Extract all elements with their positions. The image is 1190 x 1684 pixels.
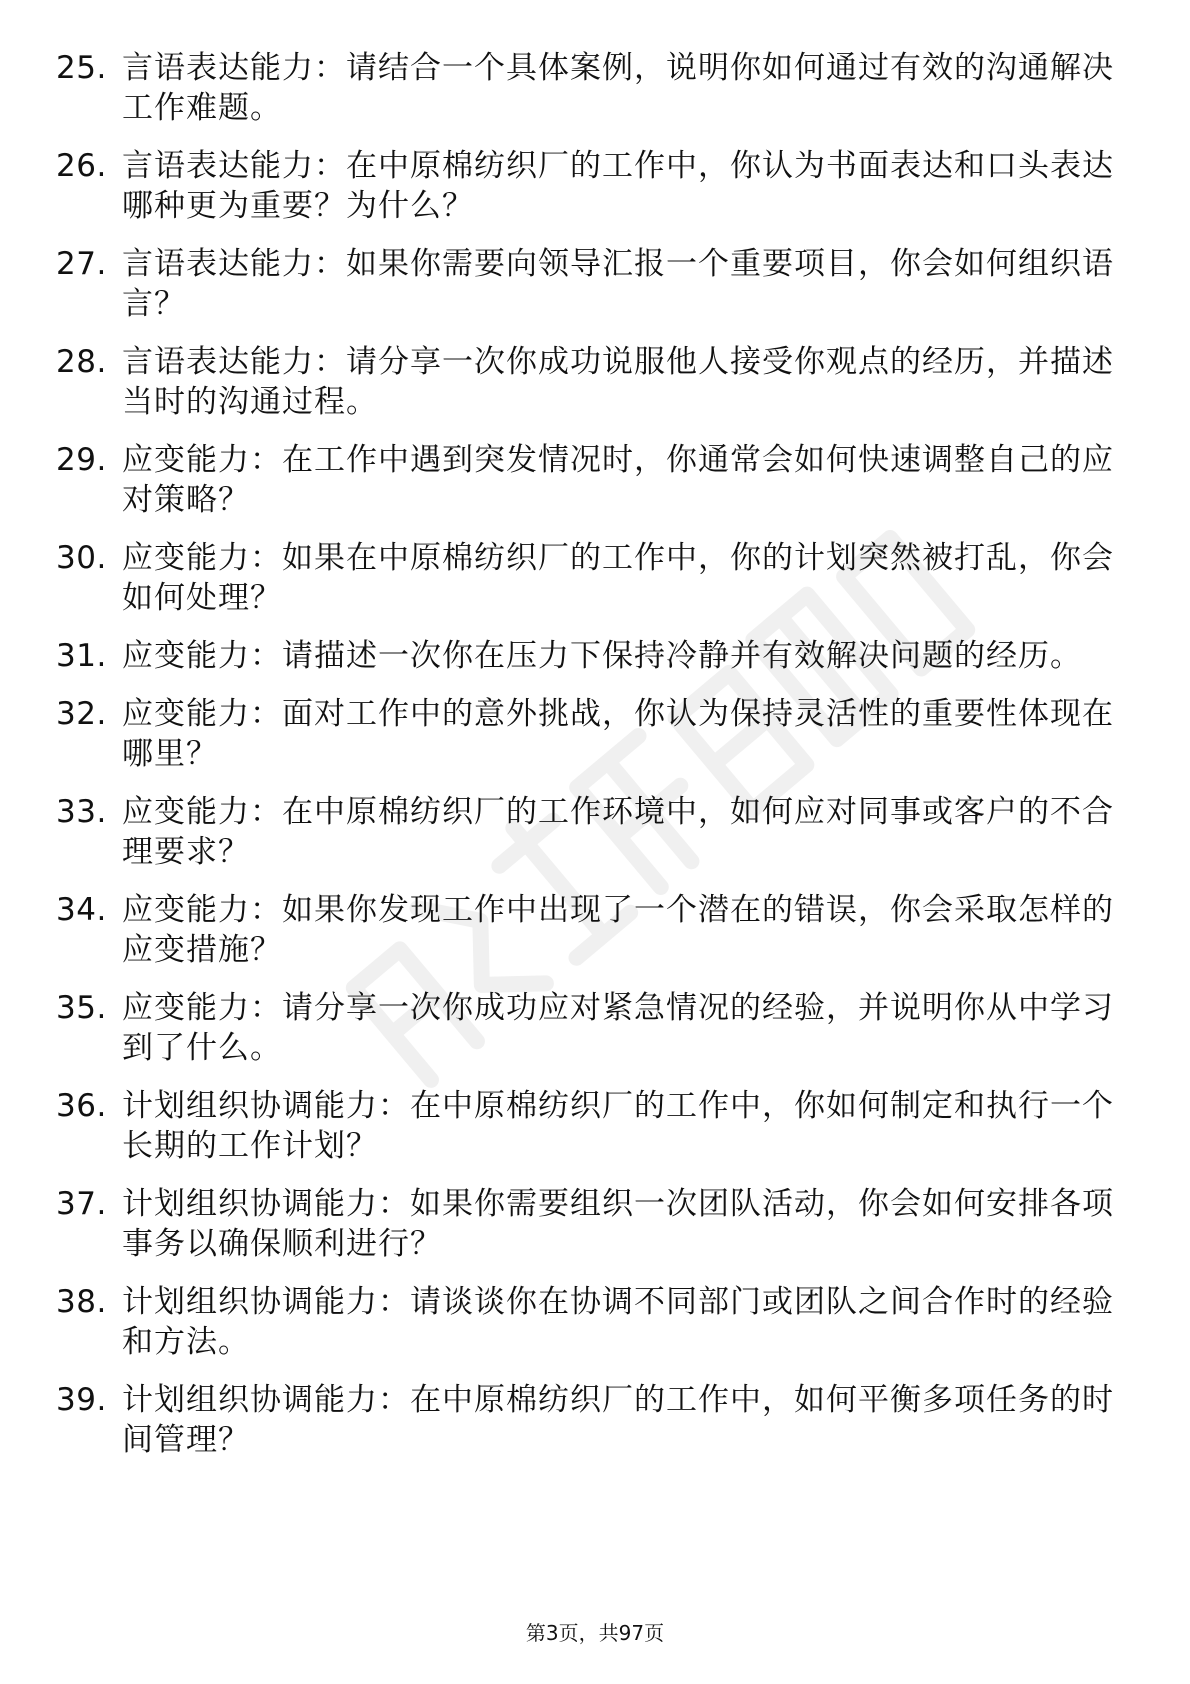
question-item <box>56 1184 1116 1264</box>
question-text: 计划组织协调能力：如果你需要组织一次团队活动，你会如何安排各项事务以确保顺利进行？ <box>122 1186 1114 1262</box>
question-text: 计划组织协调能力：在中原棉纺织厂的工作中，你如何制定和执行一个长期的工作计划？ <box>122 1088 1114 1164</box>
question-number: 27. <box>56 246 107 282</box>
question-item <box>56 440 1116 520</box>
question-text: 应变能力：在工作中遇到突发情况时，你通常会如何快速调整自己的应对策略？ <box>122 442 1114 518</box>
question-number: 25. <box>56 50 107 86</box>
question-number: 28. <box>56 344 107 380</box>
question-list <box>56 48 1116 1478</box>
question-text: 应变能力：如果在中原棉纺织厂的工作中，你的计划突然被打乱，你会如何处理？ <box>122 540 1114 616</box>
question-item <box>56 342 1116 422</box>
page-footer <box>0 1620 1190 1646</box>
question-text: 言语表达能力：请结合一个具体案例，说明你如何通过有效的沟通解决工作难题。 <box>122 50 1114 126</box>
question-item <box>56 1282 1116 1362</box>
question-text: 应变能力：请分享一次你成功应对紧急情况的经验，并说明你从中学习到了什么。 <box>122 990 1114 1066</box>
question-item <box>56 538 1116 618</box>
question-number: 36. <box>56 1088 107 1124</box>
question-text: 言语表达能力：请分享一次你成功说服他人接受你观点的经历，并描述当时的沟通过程。 <box>122 344 1114 420</box>
question-number: 33. <box>56 794 107 830</box>
question-item <box>56 1380 1116 1460</box>
question-text: 应变能力：请描述一次你在压力下保持冷静并有效解决问题的经历。 <box>122 638 1082 674</box>
question-text: 言语表达能力：在中原棉纺织厂的工作中，你认为书面表达和口头表达哪种更为重要？为什么？ <box>122 148 1114 224</box>
question-number: 30. <box>56 540 107 576</box>
question-item <box>56 890 1116 970</box>
question-item <box>56 48 1116 128</box>
question-number: 26. <box>56 148 107 184</box>
question-item <box>56 636 1116 676</box>
question-text: 计划组织协调能力：在中原棉纺织厂的工作中，如何平衡多项任务的时间管理？ <box>122 1382 1114 1458</box>
question-text: 言语表达能力：如果你需要向领导汇报一个重要项目，你会如何组织语言？ <box>122 246 1114 322</box>
question-number: 34. <box>56 892 107 928</box>
question-number: 32. <box>56 696 107 732</box>
question-number: 38. <box>56 1284 107 1320</box>
question-item <box>56 988 1116 1068</box>
page-indicator: 第3页，共97页 <box>525 1621 665 1645</box>
question-item <box>56 694 1116 774</box>
question-text: 应变能力：如果你发现工作中出现了一个潜在的错误，你会采取怎样的应变措施？ <box>122 892 1114 968</box>
question-number: 37. <box>56 1186 107 1222</box>
question-number: 31. <box>56 638 107 674</box>
question-item <box>56 792 1116 872</box>
question-number: 39. <box>56 1382 107 1418</box>
question-item <box>56 146 1116 226</box>
question-text: 应变能力：面对工作中的意外挑战，你认为保持灵活性的重要性体现在哪里？ <box>122 696 1114 772</box>
question-text: 计划组织协调能力：请谈谈你在协调不同部门或团队之间合作时的经验和方法。 <box>122 1284 1114 1360</box>
question-item <box>56 244 1116 324</box>
question-number: 29. <box>56 442 107 478</box>
question-item <box>56 1086 1116 1166</box>
question-text: 应变能力：在中原棉纺织厂的工作环境中，如何应对同事或客户的不合理要求？ <box>122 794 1114 870</box>
question-number: 35. <box>56 990 107 1026</box>
